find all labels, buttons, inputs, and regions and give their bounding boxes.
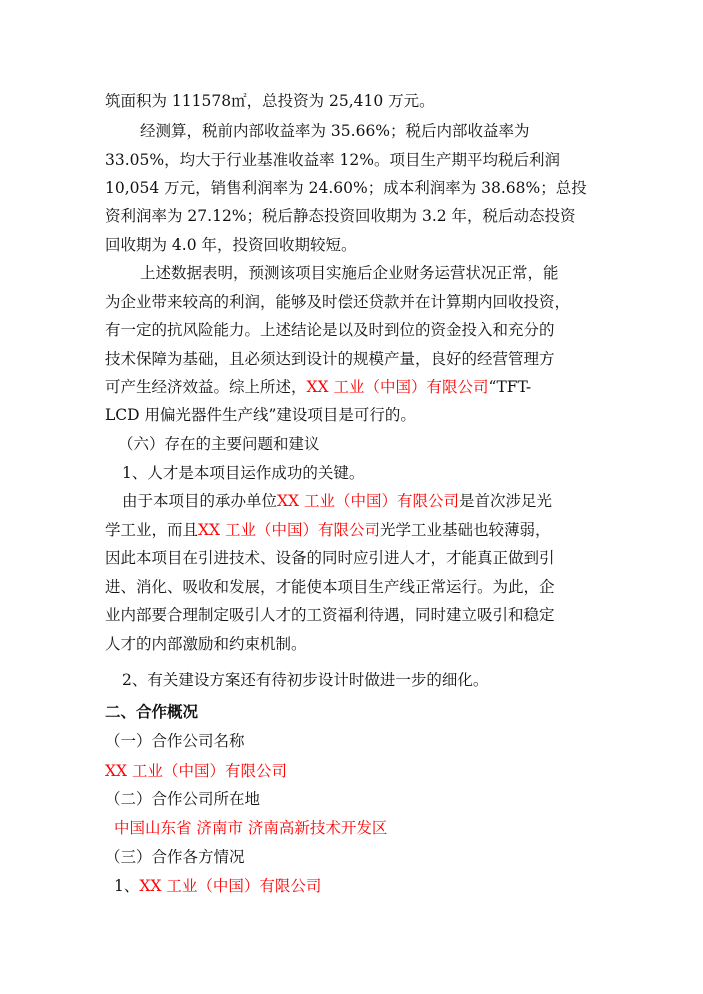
company-name: XX 工业（中国）有限公司 [105,762,287,780]
body-text-line: 上述数据表明，预测该项目实施后企业财务运营状况正常，能 [140,264,559,282]
body-text-line: 10,054 万元，销售利润率为 24.60%；成本利润率为 38.68%；总投 [105,179,587,197]
text-run: 是首次涉足光 [459,492,553,510]
body-text-line: 技术保障为基础，且必须达到设计的规模产量，良好的经营管理方 [105,350,555,368]
subsection-heading: （二）合作公司所在地 [105,790,261,808]
body-text-line: 筑面积为 111578㎡，总投资为 25,410 万元。 [105,92,435,110]
party-item [114,875,321,897]
body-text-line: 回收期为 4.0 年，投资回收期较短。 [105,236,357,254]
body-text-line: 人才的内部激励和约束机制。 [105,635,307,653]
body-text-line: 33.05%，均大于行业基准收益率 12%。项目生产期平均税后利润 [105,151,560,169]
body-text-line: LCD 用偏光器件生产线”建设项目是可行的。 [105,406,416,424]
company-name-highlight: XX 工业（中国）有限公司 [306,378,489,396]
company-name-highlight: XX 工业（中国）有限公司 [139,877,322,895]
body-text-line: 业内部要合理制定吸引人才的工资福利待遇，同时建立吸引和稳定 [105,606,555,624]
company-name-highlight: XX 工业（中国）有限公司 [277,492,460,510]
text-run: 光学工业基础也较薄弱， [380,521,551,539]
body-text-line: 有一定的抗风险能力。上述结论是以及时到位的资金投入和充分的 [105,321,555,339]
section-heading: （六）存在的主要问题和建议 [118,435,320,453]
chapter-heading: 二、合作概况 [105,703,199,721]
body-text-line [105,519,551,541]
body-text-line: 为企业带来较高的利润，能够及时偿还贷款并在计算期内回收投资， [105,293,571,311]
body-text-line: 进、消化、吸收和发展，才能使本项目生产线正常运行。为此，企 [105,578,555,596]
text-run: 可产生经济效益。综上所述， [105,378,307,396]
location-text: 中国山东省 济南市 济南高新技术开发区 [114,819,388,837]
subsection-heading: （一）合作公司名称 [105,732,245,750]
list-item: 1、人才是本项目运作成功的关键。 [122,464,365,482]
body-text-line: 经测算，税前内部收益率为 35.66%；税后内部收益率为 [140,122,530,140]
body-text-line [122,490,552,512]
body-text-line [105,376,531,398]
text-run: 1、 [114,877,140,895]
text-run: “TFT- [488,378,532,396]
text-run: 由于本项目的承办单位 [122,492,278,510]
body-text-line: 因此本项目在引进技术、设备的同时应引进人才，才能真正做到引 [105,549,555,567]
body-text-line: 资利润率为 27.12%；税后静态投资回收期为 3.2 年，税后动态投资 [105,207,576,225]
subsection-heading: （三）合作各方情况 [105,848,245,866]
company-name-highlight: XX 工业（中国）有限公司 [198,521,381,539]
list-item: 2、有关建设方案还有待初步设计时做进一步的细化。 [122,671,489,689]
text-run: 学工业，而且 [105,521,199,539]
